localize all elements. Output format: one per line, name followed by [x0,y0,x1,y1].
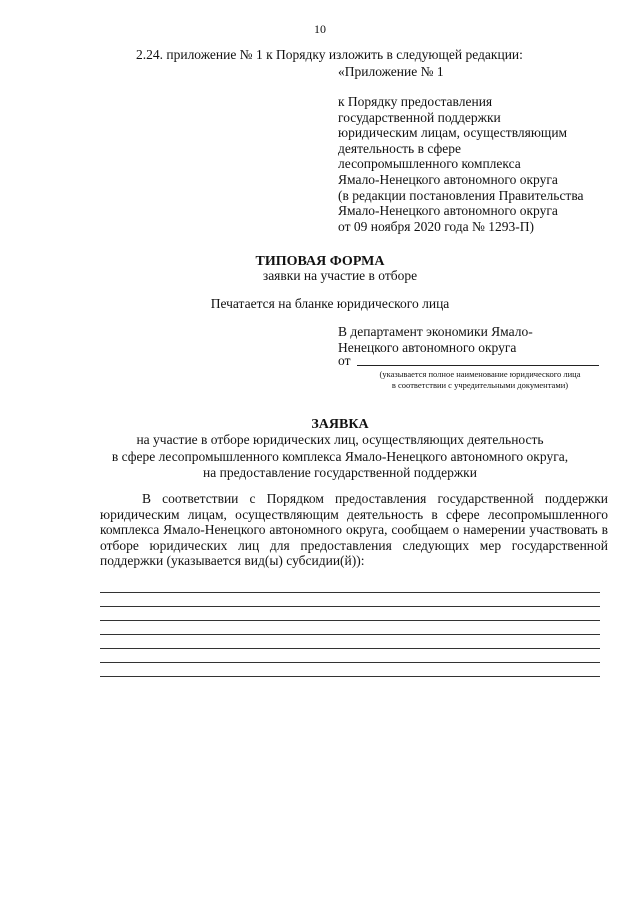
application-subheading [0,432,640,482]
addressee-line: В департамент экономики Ямало- [338,324,533,339]
blank-fill-line [100,592,600,593]
annex-reference-line: Ямало-Ненецкого автономного округа [338,171,558,187]
letterhead-note: Печатается на бланке юридического лица [210,296,450,311]
annex-reference-line: юридическим лицам, осуществляющим [338,125,568,141]
application-heading: ЗАЯВКА [311,417,369,432]
blank-fill-line [100,634,600,635]
blank-fill-line [100,606,600,607]
form-subheading: заявки на участие в отборе [262,268,418,283]
annex-reference-line: к Порядку предоставления [338,94,493,109]
blank-fill-line [100,620,600,621]
annex-reference-line: Ямало-Ненецкого автономного округа [338,203,558,219]
annex-reference-line: лесопромышленного комплекса [338,156,521,172]
annex-title: «Приложение № 1 [338,64,444,79]
from-hint-line: (указывается полное наименование юридического лица [379,369,581,379]
from-fill-line [357,365,599,366]
annex-reference [338,94,584,234]
application-subheading-line: в сфере лесопромышленного комплекса Ямало-Ненецкого автономного округа, [111,448,569,464]
addressee-block [338,324,533,356]
annex-reference-line: государственной поддержки [338,109,501,125]
annex-reference-line: от 09 ноября 2020 года № 1293-П) [338,218,535,234]
annex-reference-line: деятельность в сфере [338,140,461,156]
annex-reference-line: (в редакции постановления Правительства [338,187,584,203]
application-body: В соответствии с Порядком предоставления государственной поддержки юридическим лицам, осуществляющим деятельность в сфере лесопромышленного комплекса Ямало-Ненецкого автономного округа, сообщаем о намерении участвовать в отборе юридических лиц для предоставления следующих мер государственной поддержки (указывается вид(ы) субсидии(й)): [100,491,608,568]
from-label: от [338,353,351,368]
blank-fill-line [100,648,600,649]
application-subheading-line: на предоставление государственной поддержки [203,465,477,480]
blank-fill-line [100,676,600,677]
page-number: 10 [314,22,326,36]
from-hint [356,369,604,391]
addressee-line: Ненецкого автономного округа [338,340,517,355]
from-hint-line: в соответствии с учредительными документами) [391,380,569,390]
amendment-line: 2.24. приложение № 1 к Порядку изложить в следующей редакции: [136,47,523,62]
application-subheading-line: на участие в отборе юридических лиц, осуществляющих деятельность [136,432,544,447]
form-heading: ТИПОВАЯ ФОРМА [255,254,385,269]
blank-fill-line [100,662,600,663]
